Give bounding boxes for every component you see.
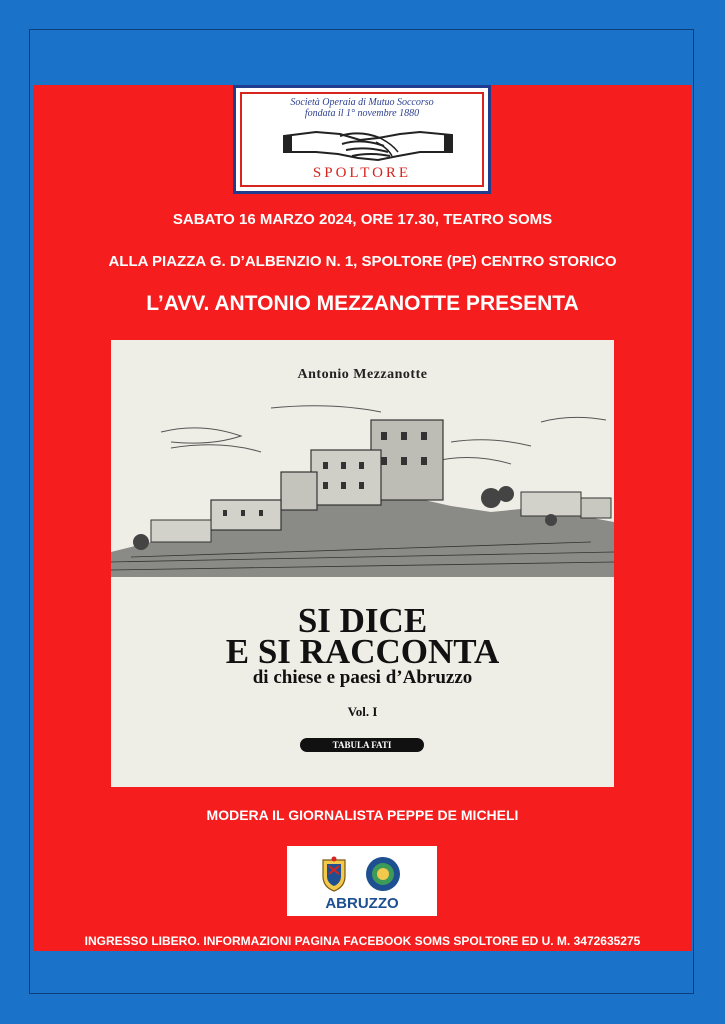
logo-town-name: SPOLTORE [312, 165, 412, 181]
book-author: Antonio Mezzanotte [297, 367, 428, 382]
event-address-line: ALLA PIAZZA G. D’ALBENZIO N. 1, SPOLTORE (PE) CENTRO STORICO [108, 253, 617, 270]
book-title-line2: E SI RACCONTA [225, 632, 500, 671]
region-sponsor-badge [287, 846, 437, 916]
logo-society-name: Società Operaia di Mutuo Soccorso [290, 97, 434, 108]
soms-logo [233, 85, 491, 194]
book-subtitle: di chiese e paesi d’Abruzzo [252, 667, 473, 688]
event-date-line: SABATO 16 MARZO 2024, ORE 17.30, TEATRO SOMS [172, 211, 553, 228]
book-cover [111, 340, 614, 787]
logo-inner-border [240, 92, 484, 187]
publisher-badge: TABULA FATI [300, 738, 424, 752]
book-title-line1: SI DICE [297, 601, 428, 640]
castle-engraving-image [111, 402, 614, 577]
book-volume: Vol. I [347, 704, 378, 719]
moderator-line: MODERA IL GIORNALISTA PEPPE DE MICHELI [206, 807, 519, 823]
region-seal-icon [365, 856, 401, 892]
coat-of-arms-icon [317, 856, 351, 892]
logo-founding-date: fondata il 1° novembre 1880 [304, 108, 420, 119]
presenter-heading: L’AVV. ANTONIO MEZZANOTTE PRESENTA [146, 292, 579, 315]
abruzzo-label: ABRUZZO [325, 895, 399, 912]
info-contact-line: INGRESSO LIBERO. INFORMAZIONI PAGINA FACEBOOK SOMS SPOLTORE ED U. M. 3472635275 [84, 934, 641, 948]
handshake-icon [280, 122, 456, 166]
